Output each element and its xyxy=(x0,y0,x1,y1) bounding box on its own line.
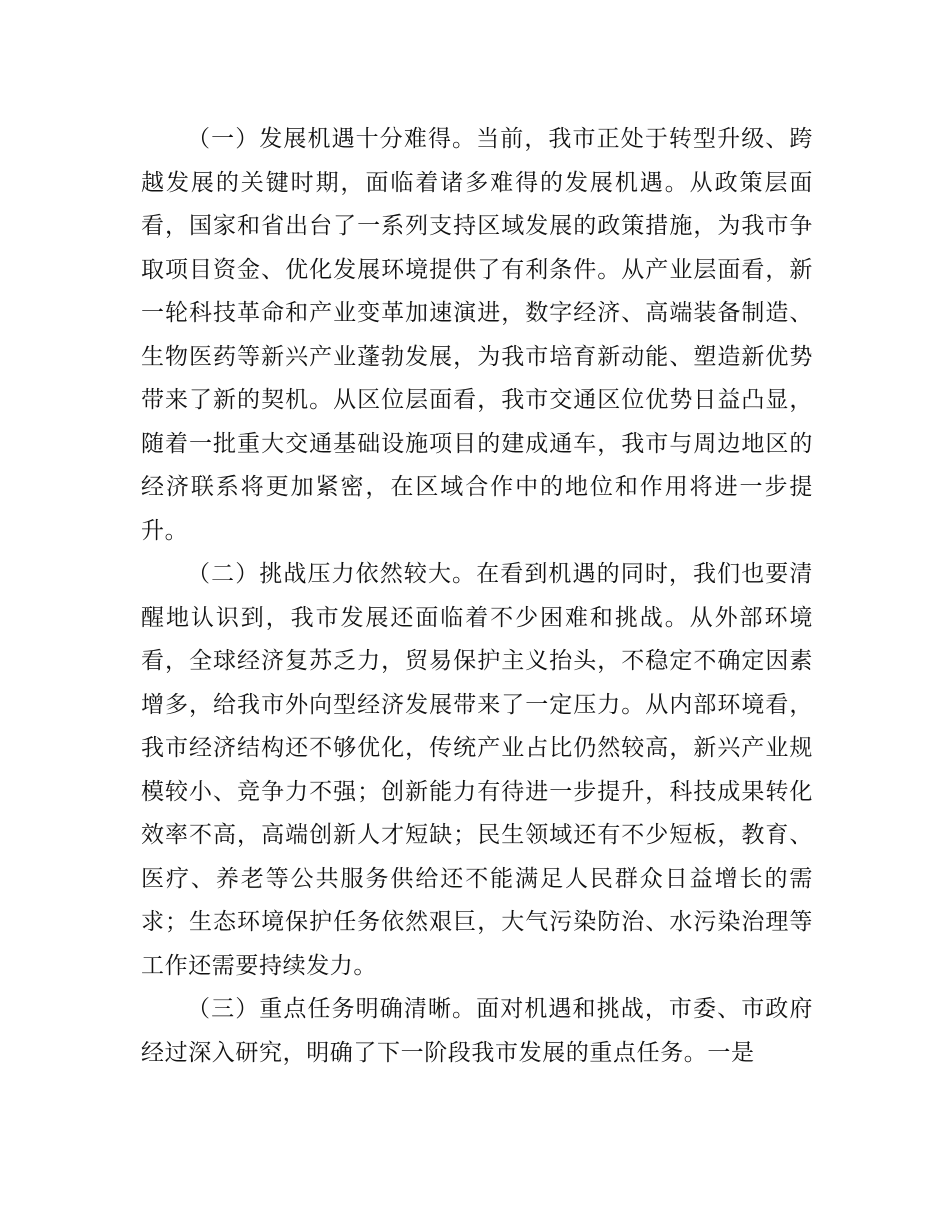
paragraph-opportunities: （一）发展机遇十分难得。当前，我市正处于转型升级、跨越发展的关键时期，面临着诸多难得的发展机遇。从政策层面看，国家和省出台了一系列支持区域发展的政策措施，为我市争取项目资金、优化发展环境提供了有利条件。从产业层面看，新一轮科技革命和产业变革加速演进，数字经济、高端装备制造、生物医药等新兴产业蓬勃发展，为我市培育新动能、塑造新优势带来了新的契机。从区位层面看，我市交通区位优势日益凸显，随着一批重大交通基础设施项目的建成通车，我市与周边地区的经济联系将更加紧密，在区域合作中的地位和作用将进一步提升。 xyxy=(141,126,813,544)
document-body xyxy=(141,118,813,1075)
paragraph-key-tasks: （三）重点任务明确清晰。面对机遇和挑战，市委、市政府经过深入研究，明确了下一阶段我市发展的重点任务。一是 xyxy=(141,996,813,1066)
paragraph-challenges: （二）挑战压力依然较大。在看到机遇的同时，我们也要清醒地认识到，我市发展还面临着不少困难和挑战。从外部环境看，全球经济复苏乏力，贸易保护主义抬头，不稳定不确定因素增多，给我市外向型经济发展带来了一定压力。从内部环境看，我市经济结构还不够优化，传统产业占比仍然较高，新兴产业规模较小、竞争力不强；创新能力有待进一步提升，科技成果转化效率不高，高端创新人才短缺；民生领域还有不少短板，教育、医疗、养老等公共服务供给还不能满足人民群众日益增长的需求；生态环境保护任务依然艰巨，大气污染防治、水污染治理等工作还需要持续发力。 xyxy=(141,561,813,979)
